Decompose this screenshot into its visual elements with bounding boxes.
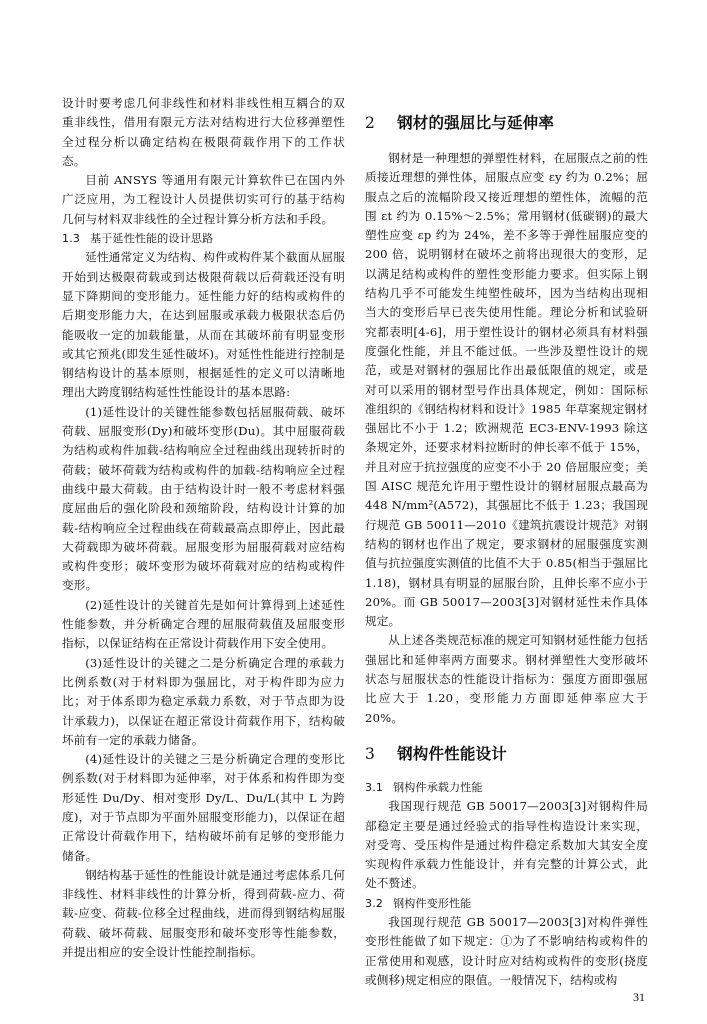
paragraph: (3)延性设计的关键之二是分析确定合理的承载力比例系数(对于材料即为强屈比，对于构件即为应力比；对于体系即为稳定承载力系数，对于节点即为设计承载力)，以保证在超正常设计荷载作用下，结构破坏前有一定的承载力储备。 [62,655,345,747]
subsection-number: 3.2 [365,896,384,910]
paragraph: 目前 ANSYS 等通用有限元计算软件已在国内外广泛应用，为工程设计人员提供切实可行的基于结构几何与材料双非线性的全过程计算分析方法和手段。 [62,173,345,226]
section-heading-3 [365,742,648,766]
subsection-heading-3-2 [365,894,648,913]
subsection-title: 钢构件承载力性能 [393,780,483,794]
section-heading-2 [365,111,648,135]
subsection-title: 钢构件变形性能 [393,896,472,910]
paragraph: (1)延性设计的关键性能参数包括屈服荷载、破坏荷载、屈服变形(Dy)和破坏变形(Du)。其中屈服荷载为结构或构件加载-结构响应全过程曲线出现转折时的荷载；破坏荷载为结构或构件的加载-结构响应全过程曲线中最大荷载。由于结构设计时一般不考虑材料强度屈曲后的强化阶段和颈缩阶段，结构设计计算的加载-结构响应全过程曲线在荷载最高点即停止，因此最大荷载即为破坏荷载。屈服变形为屈服荷载对应结构或构件变形；破坏变形为破坏荷载对应的结构或构件变形。 [62,404,345,593]
paragraph: 从上述各类规范标准的规定可知钢材延性能力包括强屈比和延伸率两方面要求。钢材弹塑性大变形破坏状态与屈服状态的性能设计指标为：强度方面即强屈比应大于 1.20，变形能力方面即延伸率应大于 20%。 [365,633,648,725]
paragraph: (4)延性设计的关键之三是分析确定合理的变形比例系数(对于材料即为延伸率，对于体系和构件即为变形延性 Du/Dy、相对变形 Dy/L、Du/L(其中 L 为跨度)，对于节点即为平面外屈服变形能力)，以保证在超正常设计荷载作用下，结构破坏前有足够的变形能力储备。 [62,752,345,863]
paragraph: 钢结构基于延性的性能设计就是通过考虑体系几何非线性、材料非线性的计算分析，得到荷载-应力、荷载-应变、荷载-位移全过程曲线，进而得到钢结构屈服荷载、破坏荷载、屈服变形和破坏变形等性能参数，并提出相应的安全设计性能控制指标。 [62,867,345,960]
paragraph: 延性通常定义为结构、构件或构件某个截面从屈服开始到达极限荷载或到达极限荷载以后荷载还没有明显下降期间的变形能力。延性能力好的结构或构件的后期变形能力大，在达到屈服或承载力极限状态后仍能吸收一定的加载能量，从而在其破坏前有明显变形或其它预兆(即发生延性破坏)。对延性性能进行控制是钢结构设计的基本原则，根据延性的定义可以清晰地理出大跨度钢结构延性性能设计的基本思路: [62,250,345,400]
paragraph: (2)延性设计的关键首先是如何计算得到上述延性性能参数，并分析确定合理的屈服荷载值及屈服变形指标，以保证结构在正常设计荷载作用下安全使用。 [62,597,345,651]
section-title: 钢材的强屈比与延伸率 [397,114,555,132]
subsection-number: 1.3 [62,232,81,246]
section-title: 钢构件性能设计 [397,744,507,763]
section-number: 2 [365,114,376,132]
paragraph: 我国现行规范 GB 50017—2003[3]对钢构件局部稳定主要是通过经验式的指导性构造设计来实现，对受弯、受压构件是通过构件稳定系数加大其安全度实现构件承载力性能设计，并有完整的计算公式，此处不赘述。 [365,799,648,891]
subsection-heading-1-3 [62,229,345,248]
right-column [365,94,648,990]
page-number: 31 [633,990,645,1004]
paragraph: 我国现行规范 GB 50017—2003[3]对构件弹性变形性能做了如下规定：①为了不影响结构或构件的正常使用和观感，设计时应对结构或构件的变形(挠度或侧移)规定相应的限值。一般情况下，结构或构 [365,914,648,987]
subsection-title: 基于延性性能的设计思路 [90,232,214,246]
subsection-heading-3-1 [365,778,648,797]
section-number: 3 [365,744,376,763]
left-column [62,94,345,962]
subsection-number: 3.1 [365,780,384,794]
paragraph: 钢材是一种理想的弹塑性材料，在屈服点之前的性质接近理想的弹性体，屈服点应变 εy 约为 0.2%；屈服点之后的流幅阶段又接近理想的塑性体，流幅的范围 εt 约为 0.15%～2.5%；常用钢材(低碳钢)的最大塑性应变 εp 约为 24%，差不多等于弹性屈服应变的 200 倍，说明钢材在破坏之前将出现很大的变形，足以满足结构或构件的塑性变形能力要求。但实际上钢结构几乎不可能发生纯塑性破坏，因为当结构出现相当大的变形后早已丧失使用性能。理论分析和试验研究都表明[4-6]，用于塑性设计的钢材必须具有材料强度强化性能，并且不能过低。一些涉及塑性设计的规范，或是对钢材的强屈比作出最低限值的规定，或是对可以采用的钢材型号作出具体规定，例如：国际标准组织的《钢结构材料和设计》1985 年草案规定钢材强屈比不小于 1.2；欧洲规范 EC3-ENV-1993 除这条规定外，还要求材料拉断时的伸长率不低于 15%，并且对应于抗拉强度的应变不小于 20 倍屈服应变；美国 AISC 规范允许用于塑性设计的钢材屈服点最高为 448 N/mm²(A572)，其强屈比不低于 1.23；我国现行规范 GB 50011—2010《建筑抗震设计规范》对钢结构的钢材也作出了规定，要求钢材的屈服强度实测值与抗拉强度实测值的比值不大于 0.85(相当于强屈比 1.18)，钢材具有明显的屈服台阶，且伸长率不应小于 20%。而 GB 50017—2003[3]对钢材延性未作具体规定。 [365,151,648,629]
paragraph: 设计时要考虑几何非线性和材料非线性相互耦合的双重非线性，借用有限元方法对结构进行大位移弹塑性全过程分析以确定结构在极限荷载作用下的工作状态。 [62,96,345,168]
